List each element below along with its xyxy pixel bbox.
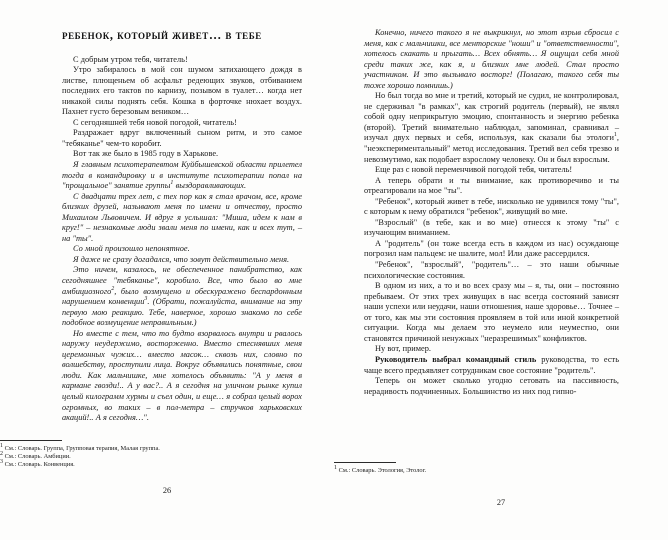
footnote-marker[interactable]: 1 bbox=[170, 180, 174, 187]
paragraph: Раздражает вдруг включенный сыном ритм, и это самое "тебяканье" чем-то коробит. bbox=[62, 128, 302, 148]
paragraph: Еще раз с новой переменчивой погодой тебя, читатель! bbox=[375, 165, 573, 175]
footnote-number: 1 bbox=[334, 464, 337, 471]
footnote-entry: $^1$ См.: Словарь. Этология, Этолог. bbox=[334, 464, 427, 474]
paragraph: А "родитель" (он тоже всегда есть в каждом из нас) осуждающе погрозил нам пальцем: не шалите, мол! Или даже рассердился. bbox=[364, 238, 619, 259]
page-left-body bbox=[62, 55, 302, 424]
chapter-title: ребенок, который живет… в тебе bbox=[62, 28, 262, 42]
page-right bbox=[334, 0, 668, 540]
page-right-footnotes bbox=[334, 462, 668, 475]
footnote-marker[interactable]: 1 bbox=[613, 132, 617, 139]
paragraph: "Ребенок", "взрослый", "родитель"… – это наши обычные психологические состояния. bbox=[364, 260, 619, 280]
page-left-footnotes bbox=[0, 440, 334, 470]
paragraph: В одном из них, а то и во всех сразу мы – я, ты, они – постоянно пребываем. От этих трех живущих в нас всегда состояний зависят наши успехи или неудачи, наши отношения, наше здоровье… Точнее – от того, как мы эти состояния проявляем в той или иной конкретной ситуации. Когда мы делаем это неумело или неуместно, они становятся причиной ненужных "неразрешимых" конфликтов. bbox=[364, 281, 619, 343]
footnote-rule bbox=[334, 462, 396, 463]
footnote-number: 2 bbox=[0, 451, 3, 458]
paragraph: Утро забиралось в мой сон шумом затихающего дождя в листве, плющеньем об асфальт редеющих звуков, отбиванием последних его тактов по карнизу, позывом в туалет… когда нет никакой силы поднять себя. Кошка в форточке нюхает воздух. Пахнет густо березовым веником… bbox=[62, 65, 302, 117]
paragraph: С двадцати трех лет, с тех пор как я стал врачом, все, кроме близких друзей, называют меня по имени и отчеству, просто Михаилом Львовичем. И вдруг я услышал: "Миша, идем к нам в круг!" – незнакомые люди звали меня по имени, как и всех тут, – на "ты". bbox=[62, 191, 302, 243]
paragraph: Конечно, ничего такого я не выкрикнул, но этот взрыв сбросил с меня, как с мальчишки, все менторские "ноши" и "ответственности", хотелось скакать и прыгать… Всех обнять… Я ощущал себя мной среди таких же, как я, и близких мне людей. Стал просто участником. И это вызывало восторг! (Полагаю, такого себя ты тоже хорошо помнишь.) bbox=[364, 28, 619, 90]
paragraph: Теперь он может сколько угодно сетовать на пассивность, нерадивость подчиненных. Большинство из них под гипно- bbox=[364, 376, 619, 396]
paragraph: Я главным психотерапевтом Куйбышевской области прилетел тогда в командировку и в институте психотерапии попал на "прощальное" занятие группы$^1$ выздоравливающих. bbox=[62, 159, 302, 191]
page-right-text-block bbox=[364, 28, 619, 397]
footnote-rule bbox=[0, 440, 62, 441]
footnote-number: 1 bbox=[0, 442, 3, 449]
page-left-folio: 26 bbox=[162, 486, 172, 495]
paragraph: С сегодняшней тебя новой погодой, читатель! bbox=[73, 117, 237, 127]
paragraph: А теперь обрати и ты внимание, как противоречиво и ты отреагировали на мое "ты". bbox=[364, 175, 619, 196]
paragraph: "Взрослый" (в тебе, как и во мне) отнесся к этому "ты" с изучающим вниманием. bbox=[364, 217, 619, 238]
page-left-text-block bbox=[62, 28, 302, 424]
page-right-body bbox=[364, 28, 619, 397]
paragraph: Вот так же было в 1985 году в Харькове. bbox=[73, 149, 219, 159]
footnote-marker[interactable]: 2 bbox=[111, 285, 115, 292]
footnote-number: 3 bbox=[0, 459, 3, 466]
paragraph: Со мной произошло непонятное. bbox=[73, 244, 190, 254]
paragraph-bold-lead: Руководитель выбрал командный стиль bbox=[375, 354, 537, 364]
footnote-entry: $^3$ См.: Словарь. Конвенция. bbox=[0, 459, 75, 469]
paragraph: Но вместе с тем, что то будто взорвалось внутри и рвалось наружу неудержимо, восторженно. Вместо стеснявших меня церемонных чужих… вместо масок… сквозь них, словно по волшебству, проступили лица. Вокруг объявились понятные, свои люди. Как мальчишке, мне хотелось объявить: "А у меня в кармане гвозди!.. А у вас?.. А я сегодня на уличном рынке купил целый килограмм хурмы и съел один, и еще… я собрал целый ворох огромных, во таких – в пол-метра – стручков харьковских акаций!.. А я сегодня…". bbox=[62, 328, 302, 423]
paragraph: Ну вот, пример. bbox=[375, 344, 431, 354]
footnote-marker[interactable]: 3 bbox=[144, 296, 148, 303]
paragraph: Но был тогда во мне и третий, который не судил, не контролировал, не сдерживал "в рамках", как строгий родитель (первый), не являл собой одну неприкрытую эмоцию, спонтанность и энергию ребенка (второй). Третий внимательно наблюдал, запоминал, сравнивал – изучал двух первых и себя, используя, как сказали бы этологи$^1$, "неэкспериментальный" метод исследования. Третий вел себя трезво и невозмутимо, как подобает взрослому человеку. Он и был взрослым. bbox=[364, 91, 619, 164]
footnote-entry: $^2$ См.: Словарь. Амбиции. bbox=[0, 451, 71, 461]
paragraph: Руководитель выбрал командный стиль руководства, то есть чаще всего предъявляет сотрудникам свое состояние "родитель". bbox=[364, 354, 619, 375]
paragraph: С добрым утром тебя, читатель! bbox=[73, 54, 188, 64]
footnote-entry: $^1$ См.: Словарь. Группа, Групповая терапия, Малая группа. bbox=[0, 442, 160, 452]
paragraph: Это ничем, казалось, не обеспеченное панибратство, как сегодняшнее "тебяканье", коробило. Все, что было во мне амбициозного$^2$, было возмущено и обескуражено беспардонным нарушением конвенции$^3$. (Обрати, пожалуйста, внимание на эту первую мою реакцию. Тебе, наверное, хорошо знакомо по себе подобное возмущение неправильным.) bbox=[62, 265, 302, 328]
paragraph: Я даже не сразу догадался, что зовут действительно меня. bbox=[73, 254, 290, 264]
paragraph: "Ребенок", который живет в тебе, нисколько не удивился тому "ты", с которым к нему обратился "ребенок", живущий во мне. bbox=[364, 196, 619, 217]
page-right-folio: 27 bbox=[496, 498, 506, 507]
